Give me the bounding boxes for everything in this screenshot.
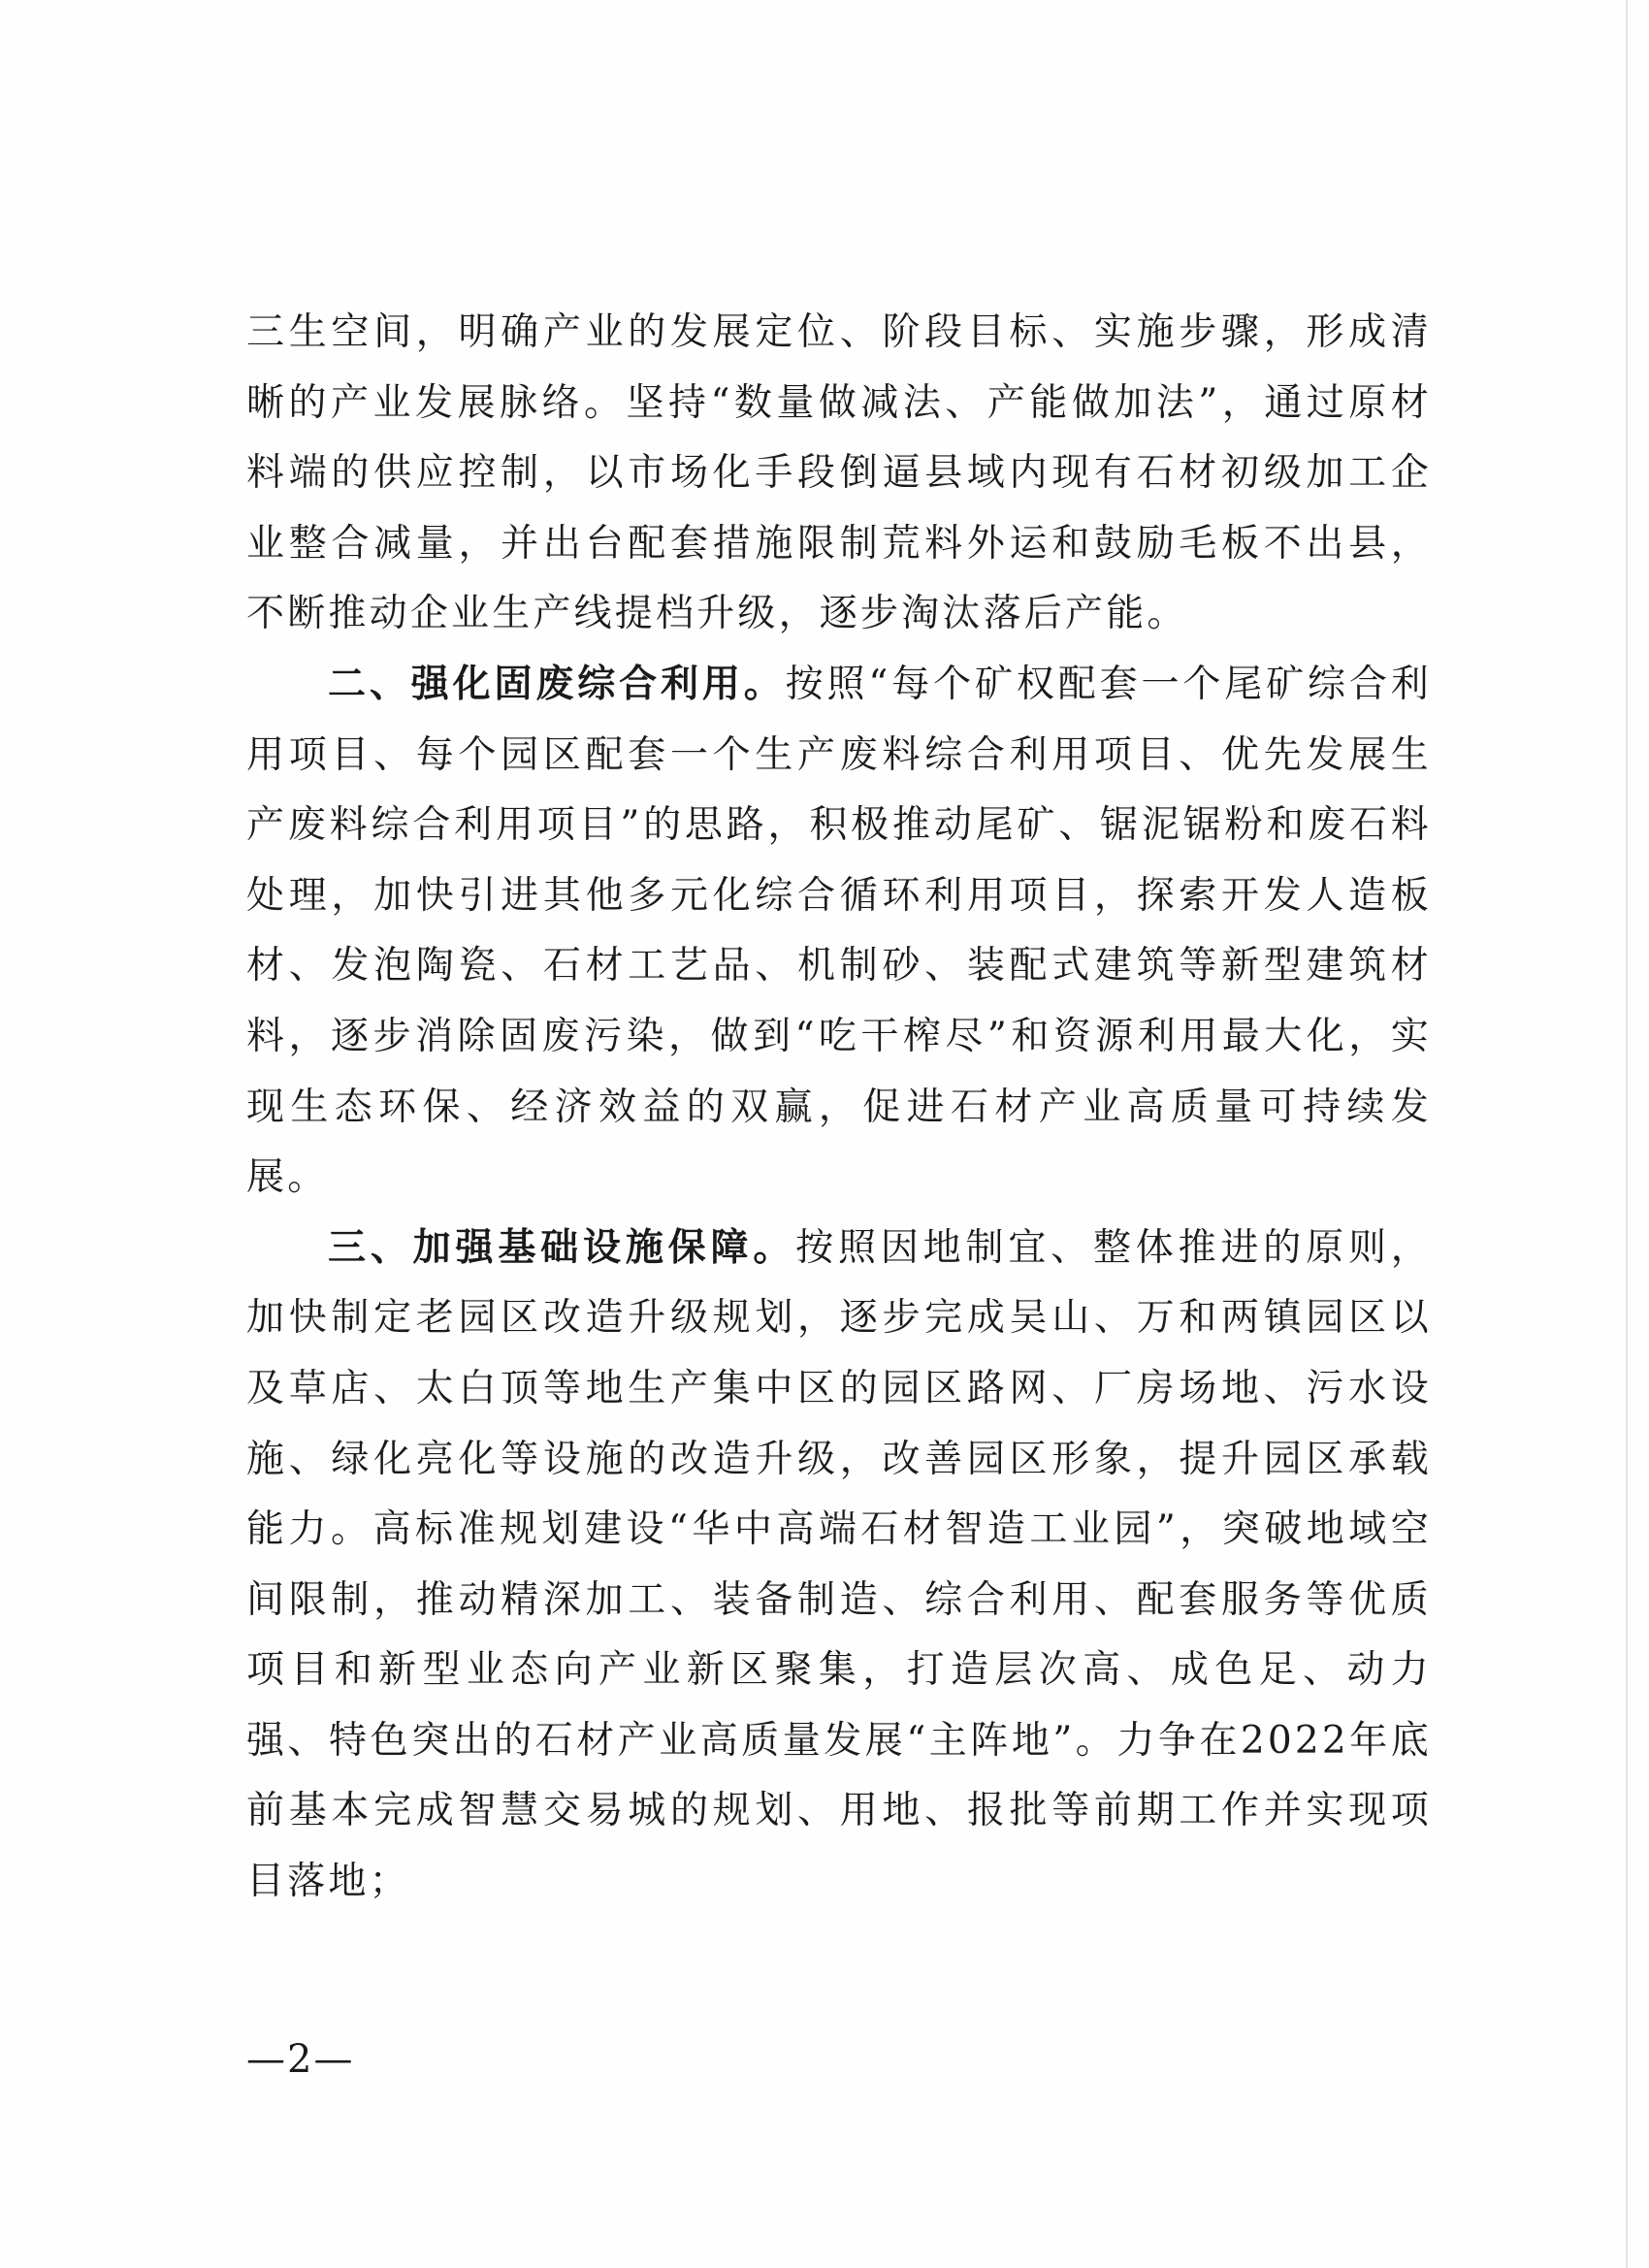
page-edge-divider (1626, 0, 1628, 2268)
paragraph-text: 按照“每个矿权配套一个尾矿综合利用项目、每个园区配套一个生产废料综合利用项目、优先发展生产废料综合利用项目”的思路，积极推动尾矿、锯泥锯粉和废石料处理，加快引进其他多元化综合循环利用项目，探索开发人造板材、发泡陶瓷、石材工艺品、机制砂、装配式建筑等新型建筑材料，逐步消除固废污染，做到“吃干榨尽”和资源利用最大化，实现生态环保、经济效益的双赢，促进石材产业高质量可持续发展。 (246, 662, 1432, 1200)
paragraph-infrastructure (246, 1214, 1432, 1918)
paragraph-text: 按照因地制宜、整体推进的原则，加快制定老园区改造升级规划，逐步完成吴山、万和两镇园区以及草店、太白顶等地生产集中区的园区路网、厂房场地、污水设施、绿化亮化等设施的改造升级，改善园区形象，提升园区承载能力。高标准规划建设“华中高端石材智造工业园”，突破地域空间限制，推动精深加工、装备制造、综合利用、配套服务等优质项目和新型业态向产业新区聚集，打造层次高、成色足、动力强、特色突出的石材产业高质量发展“主阵地”。力争在2022年底前基本完成智慧交易城的规划、用地、报批等前期工作并实现项目落地； (246, 1225, 1432, 1904)
document-body (246, 298, 1432, 1918)
paragraph-solid-waste (246, 650, 1432, 1214)
paragraph-text: 三生空间，明确产业的发展定位、阶段目标、实施步骤，形成清晰的产业发展脉络。坚持“数量做减法、产能做加法”，通过原材料端的供应控制，以市场化手段倒逼县域内现有石材初级加工企业整合减量，并出台配套措施限制荒料外运和鼓励毛板不出县，不断推动企业生产线提档升级，逐步淘汰落后产能。 (246, 310, 1432, 636)
page-number: —2— (246, 2037, 355, 2082)
section-heading-infrastructure: 三、加强基础设施保障。 (328, 1225, 796, 1270)
paragraph-continuation (246, 298, 1432, 650)
section-heading-solid-waste: 二、强化固废综合利用。 (328, 662, 786, 706)
